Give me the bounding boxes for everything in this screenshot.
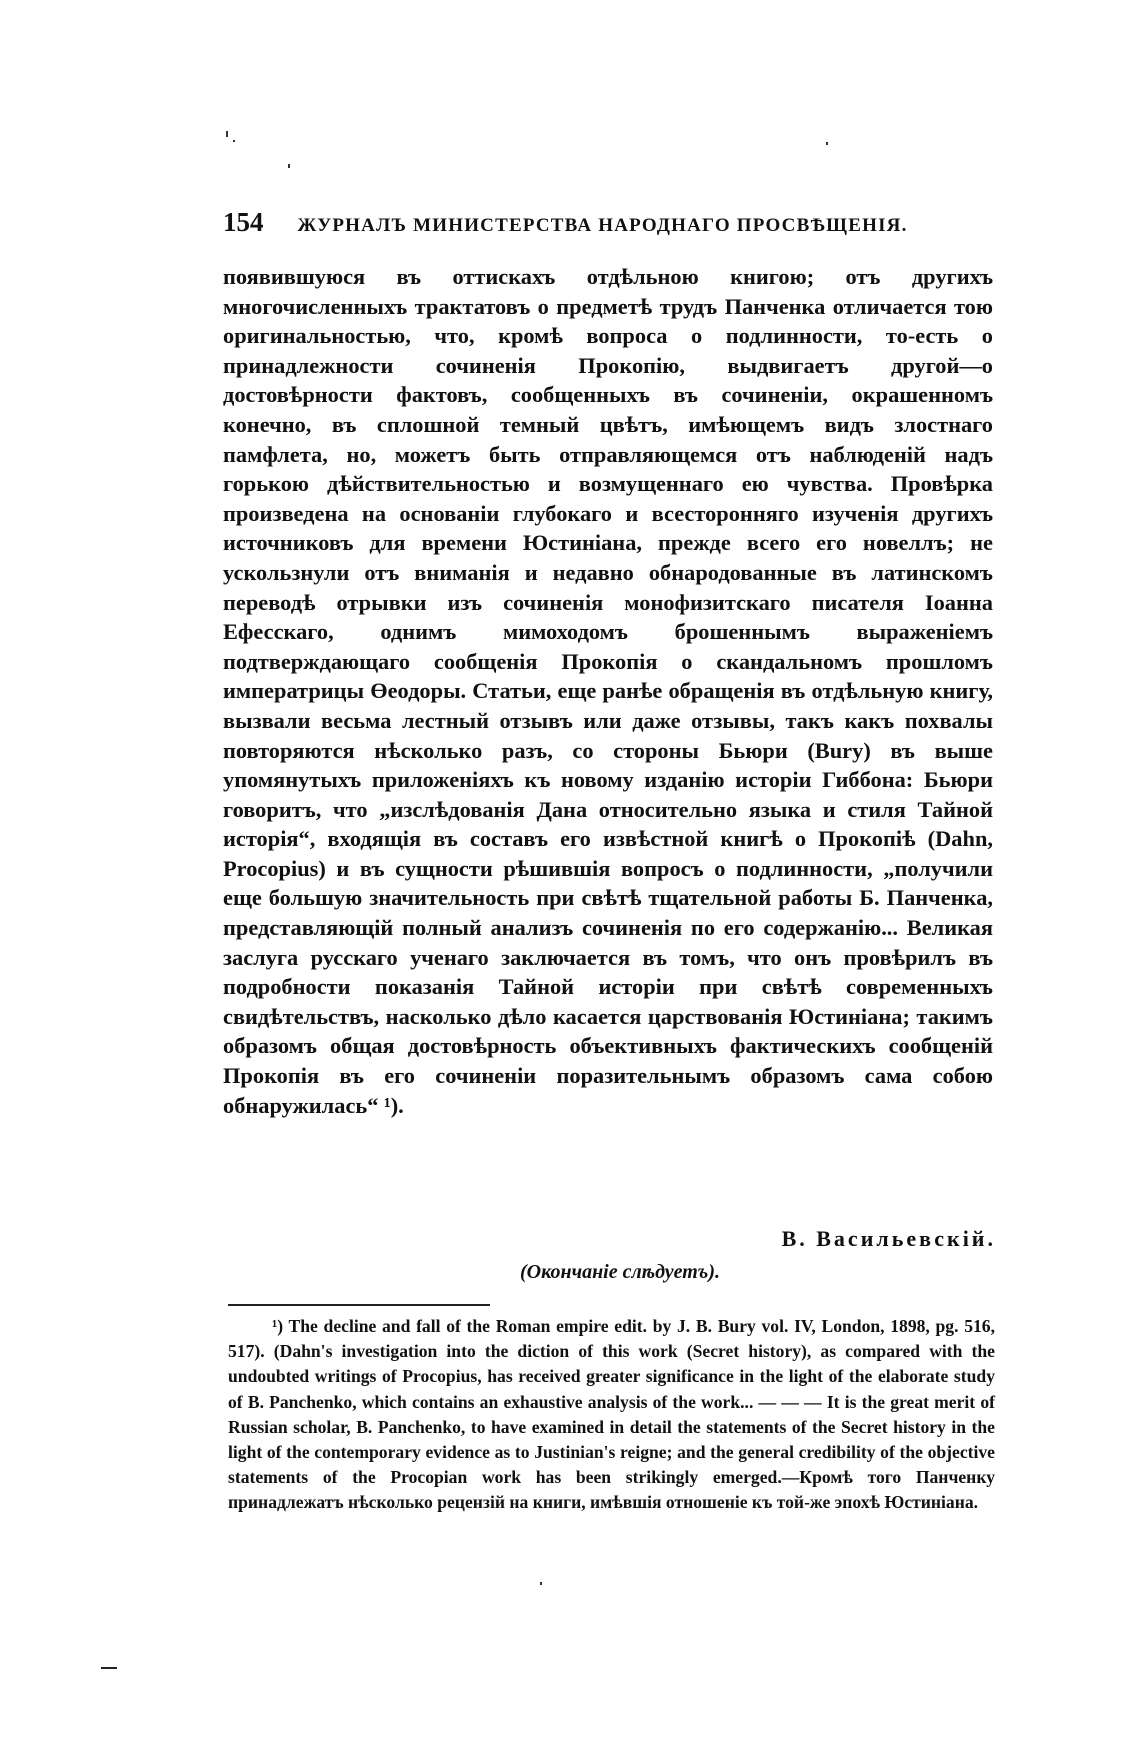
footnote-divider [228,1304,490,1306]
page-number: 154 [223,207,264,237]
running-head [223,207,959,241]
footnote: ¹) The decline and fall of the Roman empire edit. by J. B. Bury vol. IV, London, 1898, pg. 516, 517). (Dahn's investigation into the diction of this work (Secret history), as compared with the undoubted writings of Procopius, has received greater significance in the light of the elaborate study of B. Panchenko, which contains an exhaustive analysis of the work... — — — It is the great merit of Russian scholar, B. Panchenko, to have examined in detail the statements of the Secret history in the light of the contemporary evidence as to Justinian's reigne; and the general credibility of the objective statements of the Procopian work has been strikingly emerged.—Кромѣ того Панченку принадлежатъ нѣсколько рецензій на книги, имѣвшія отношеніе къ той-же эпохѣ Юстиніана. [228,1316,995,1513]
margin-dash [101,1667,117,1669]
author-signature: В. Васильевскій. [781,1226,996,1251]
continuation-note: (Окончаніе слѣдуетъ). [520,1261,720,1283]
journal-title: ЖУРНАЛЪ МИНИСТЕРСТВА НАРОДНАГО ПРОСВѢЩЕНІЯ. [297,215,908,236]
body-paragraph: появившуюся въ оттискахъ отдѣльною книгою; отъ другихъ многочисленныхъ трактатовъ о предметѣ трудъ Панченка отличается тою оригинальностью, что, кромѣ вопроса о подлинности, то-есть о принадлежности сочиненія Прокопію, выдвигаетъ другой—о достовѣрности фактовъ, сообщенныхъ въ сочиненіи, окрашенномъ конечно, въ сплошной темный цвѣтъ, имѣющемъ видъ злостнаго памфлета, но, можетъ быть отправляющемся отъ наблюденій надъ горькою дѣйствительностью и возмущеннаго ею чувства. Провѣрка произведена на основаніи глубокаго и всесторонняго изученія другихъ источниковъ для времени Юстиніана, прежде всего его новеллъ; не ускользнули отъ вниманія и недавно обнародованные въ латинскомъ переводѣ отрывки изъ сочиненія монофизитскаго писателя Іоанна Ефесскаго, однимъ мимоходомъ брошеннымъ выраженіемъ подтверждающаго сообщенія Прокопія о скандальномъ прошломъ императрицы Өеодоры. Статьи, еще ранѣе обращенія въ отдѣльную книгу, вызвали весьма лестный отзывъ или даже отзывы, такъ какъ похвалы повторяются нѣсколько разъ, со стороны Бьюри (Bury) въ выше упомянутыхъ приложеніяхъ къ новому изданію исторіи Гиббона: Бьюри говоритъ, что „изслѣдованія Дана относительно языка и стиля Тайной исторія“, входящія въ составъ его извѣстной книгѣ о Прокопіѣ (Dahn, Procopius) и въ сущности рѣшившія вопросъ о подлинности, „получили еще большую значительность при свѣтѣ тщательной работы Б. Панченка, представляющій полный анализъ сочиненія по его содержанію... Великая заслуга русскаго ученаго заключается въ томъ, что онъ провѣрилъ въ подробности показанія Тайной исторіи при свѣтѣ современныхъ свидѣтельствъ, насколько дѣло касается царствованія Юстиніана; такимъ образомъ общая достовѣрность объективныхъ фактическихъ сообщеній Прокопія въ его сочиненіи поразительнымъ образомъ сама собою обнаружилась“ ¹). [223,264,993,1118]
